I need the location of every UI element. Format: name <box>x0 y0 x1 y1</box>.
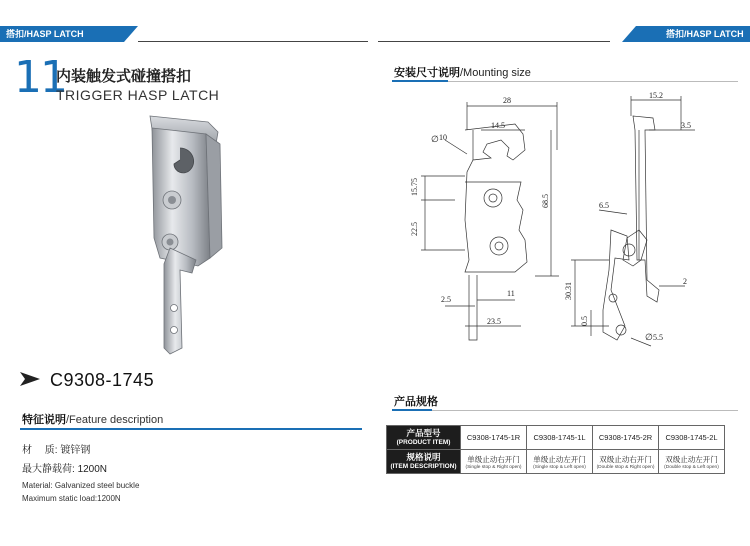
spec-table <box>386 425 725 474</box>
item-code-3: C9308-1745-2R <box>593 426 659 450</box>
product-photo <box>140 108 240 358</box>
load-value: 1200N <box>77 464 108 475</box>
item-code-1: C9308-1745-1R <box>461 426 527 450</box>
dim-0-5: 0.5 <box>580 316 589 326</box>
feature-divider <box>20 428 362 430</box>
dim-15-75: 15.75 <box>410 178 419 196</box>
specs-divider <box>432 410 738 411</box>
item-description-header: 规格说明 (ITEM DESCRIPTION) <box>387 450 461 474</box>
dim-2: 2 <box>683 277 687 286</box>
dim-3-5: 3.5 <box>681 121 691 130</box>
dim-d10: 10 <box>439 133 447 142</box>
category-tab-right: 搭扣/HASP LATCH <box>636 26 750 42</box>
mounting-divider <box>448 81 738 82</box>
dim-28: 28 <box>503 96 511 105</box>
mounting-drawing <box>395 90 715 360</box>
specs-heading <box>394 393 438 409</box>
feature-heading-cn: 特征说明 <box>22 414 66 426</box>
item-desc-3: 双级止动右开门 (Double stop & Right open) <box>593 450 659 474</box>
material-label: 材 质: <box>22 445 58 456</box>
material-row <box>22 441 90 456</box>
dim-23-5: 23.5 <box>487 317 501 326</box>
svg-text:∅: ∅ <box>645 332 653 342</box>
dim-15-2: 15.2 <box>649 91 663 100</box>
item-desc-2: 单级止动左开门 (Single stop & Left open) <box>527 450 593 474</box>
mounting-heading <box>394 64 531 80</box>
specs-accent-rule <box>392 409 432 411</box>
mounting-heading-cn: 安装尺寸说明 <box>394 67 460 79</box>
product-title-en: TRIGGER HASP LATCH <box>56 87 220 103</box>
mounting-heading-en: /Mounting size <box>460 67 531 79</box>
table-row <box>387 426 725 450</box>
header-divider-right <box>378 41 610 42</box>
item-desc-1: 单级止动右开门 (Single stop & Right open) <box>461 450 527 474</box>
dim-2-5: 2.5 <box>441 295 451 304</box>
specs-heading-cn: 产品规格 <box>394 396 438 408</box>
feature-heading-en: /Feature description <box>66 414 164 426</box>
load-en: Maximum static load:1200N <box>22 494 121 503</box>
load-label: 最大静载荷: <box>22 464 75 475</box>
material-en: Material: Galvanized steel buckle <box>22 481 140 490</box>
item-code-2: C9308-1745-1L <box>527 426 593 450</box>
dim-11: 11 <box>507 289 515 298</box>
item-desc-4: 双级止动左开门 (Double stop & Left open) <box>659 450 725 474</box>
svg-text:∅: ∅ <box>431 134 439 144</box>
dim-22-5: 22.5 <box>410 222 419 236</box>
category-tab-left: 搭扣/HASP LATCH <box>0 26 124 42</box>
product-title-cn: 内装触发式碰撞搭扣 <box>56 68 192 85</box>
header-divider-left <box>138 41 368 42</box>
feature-heading <box>22 411 163 427</box>
dim-30-31: 30.31 <box>564 282 573 300</box>
material-value: 镀锌钢 <box>60 445 91 456</box>
product-number: 11 <box>14 52 66 103</box>
dim-14-5: 14.5 <box>491 121 505 130</box>
dim-6-5: 6.5 <box>599 201 609 210</box>
item-code-4: C9308-1745-2L <box>659 426 725 450</box>
load-row <box>22 460 107 475</box>
dim-68-5: 68.5 <box>541 194 550 208</box>
dim-d5-5: 5.5 <box>653 333 663 342</box>
table-row <box>387 450 725 474</box>
model-pointer-icon <box>20 372 40 386</box>
model-code: C9308-1745 <box>50 370 155 390</box>
mounting-accent-rule <box>392 80 448 82</box>
product-item-header: 产品型号 (PRODUCT ITEM) <box>387 426 461 450</box>
